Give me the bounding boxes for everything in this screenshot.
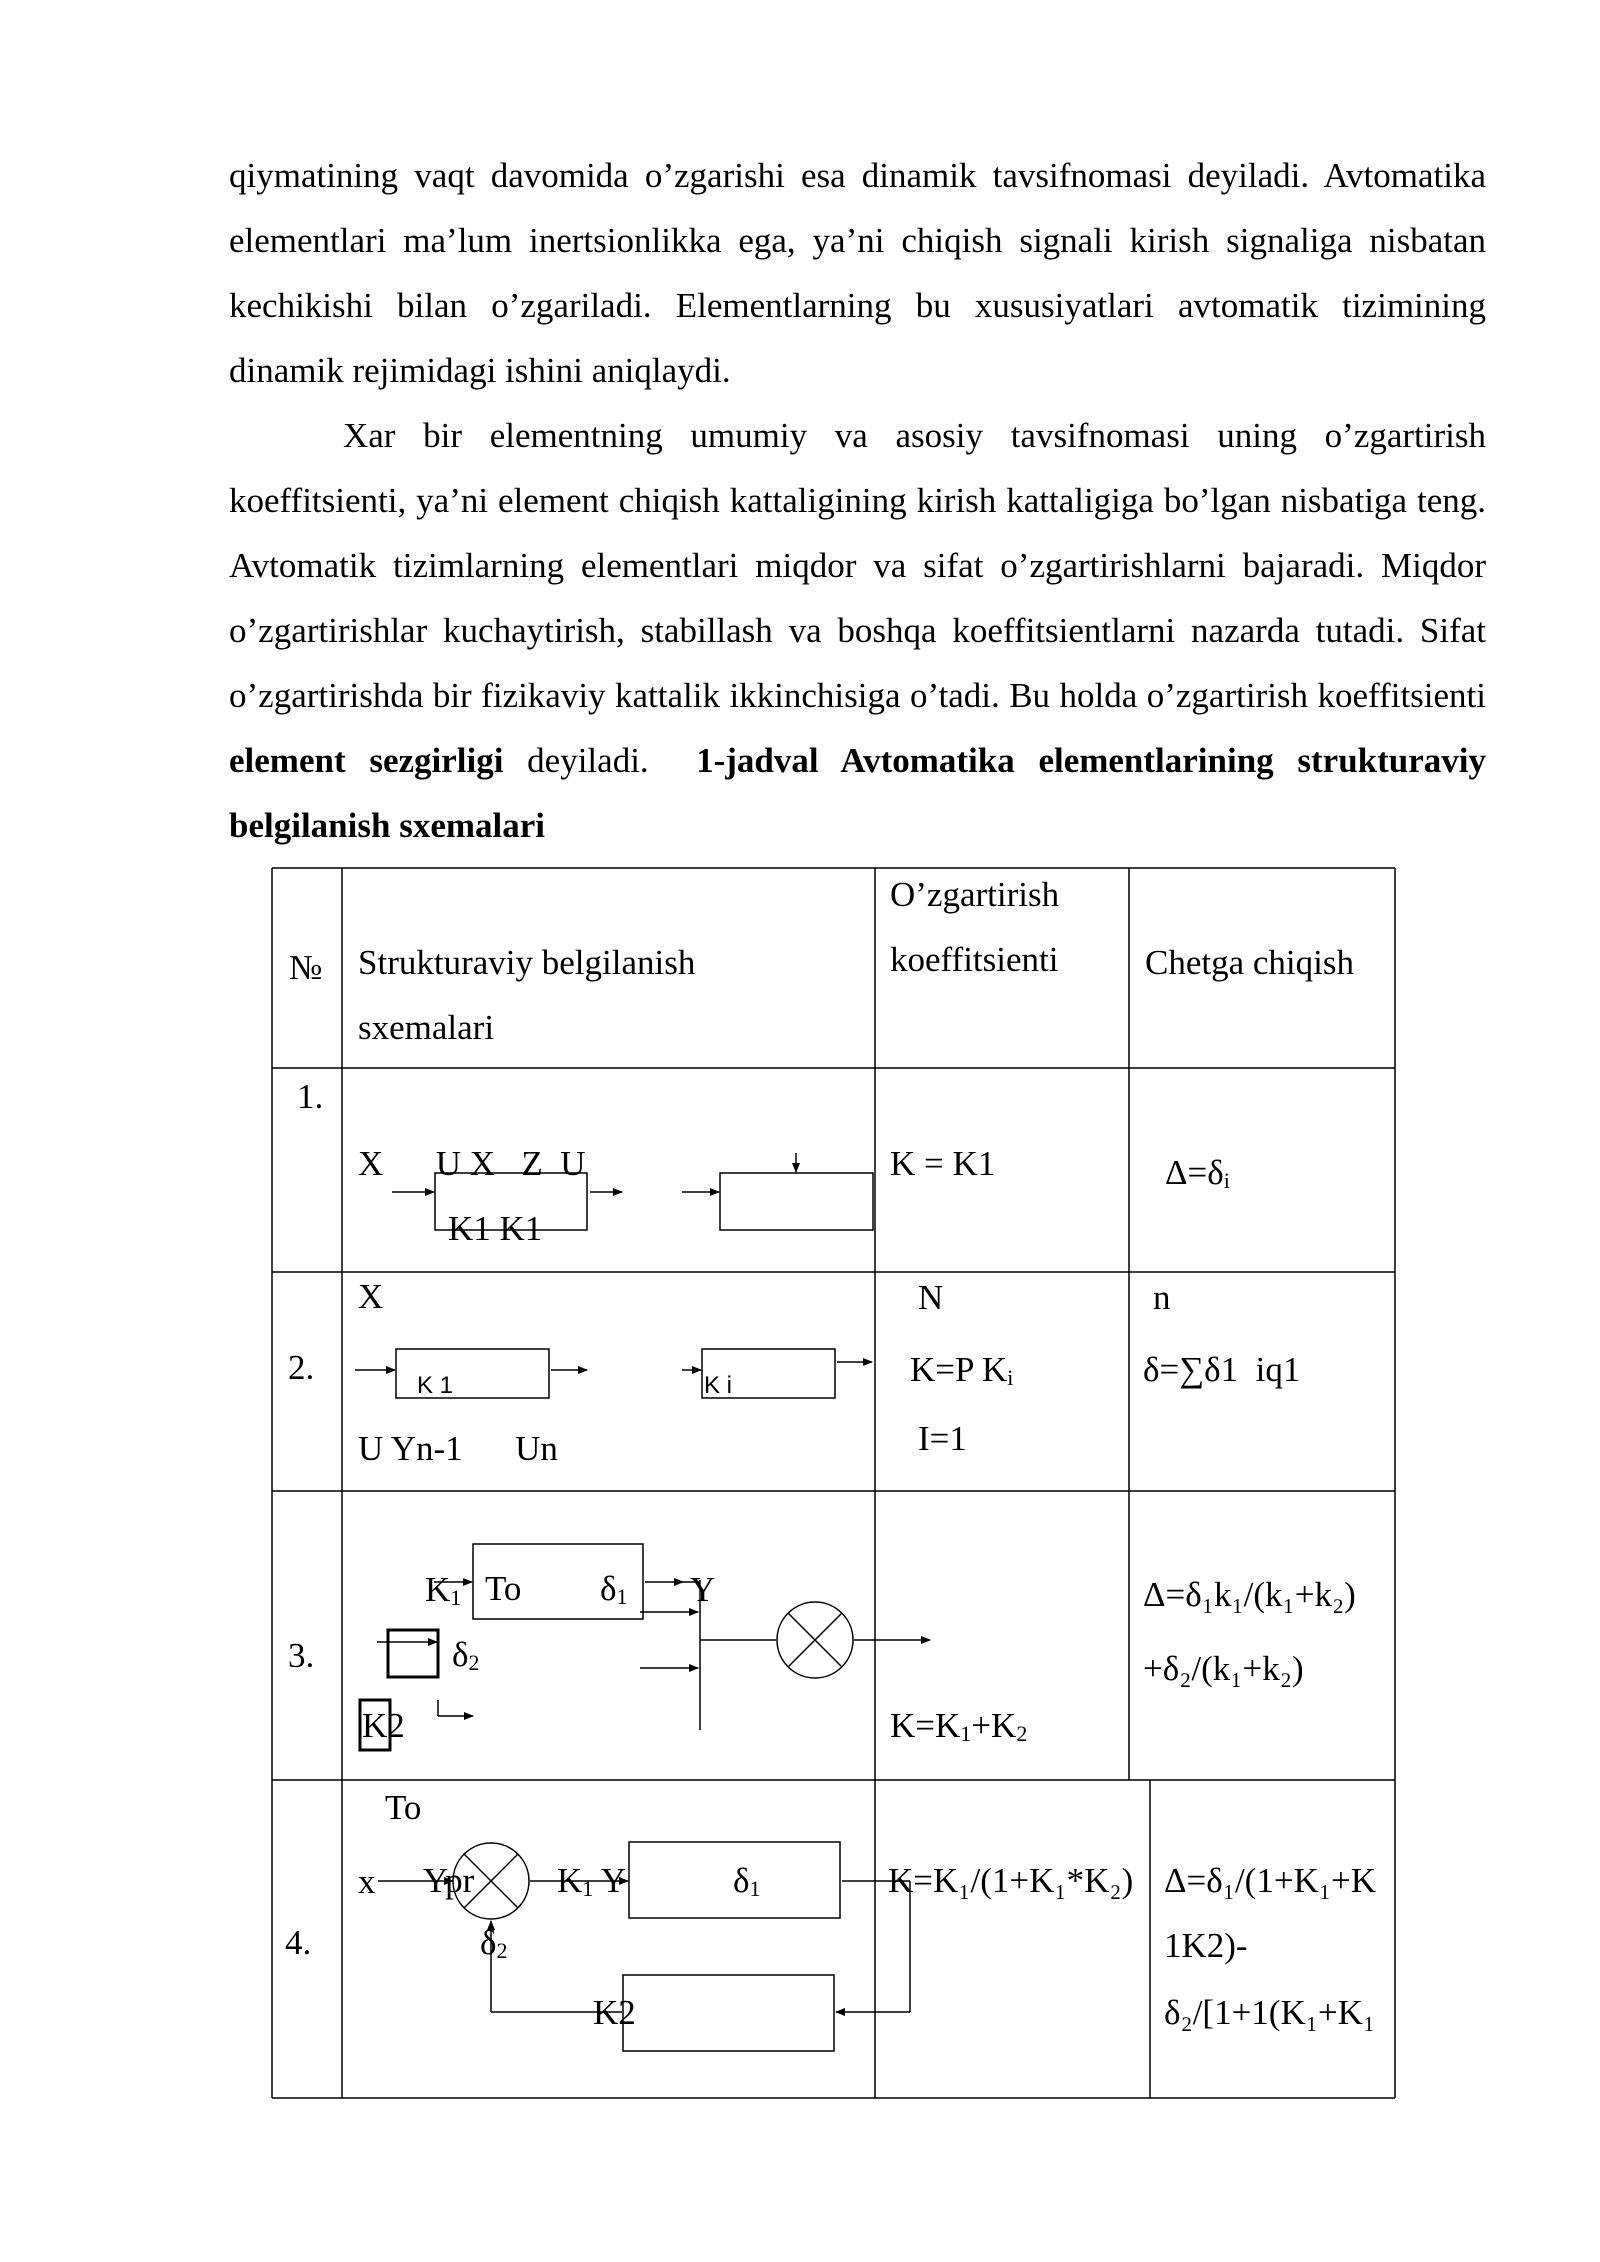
row4-block-k2: [623, 1975, 834, 2051]
header-coef-line1: O’zgartirish: [890, 875, 1060, 914]
row2-block-2-label: K i: [704, 1372, 733, 1399]
row4-number: 4.: [285, 1923, 312, 1962]
row1-schema-labels: X U X Z U: [358, 1144, 586, 1183]
row3-dev-line1: Δ=δ₁k₁/(k₁+k₂): [1143, 1575, 1356, 1614]
row2-outputs: U Yn-1 Un: [358, 1429, 558, 1468]
row4-dev-line1: Δ=δ₁/(1+K₁+K: [1164, 1861, 1377, 1900]
row4-coefficient: K=K₁/(1+K₁*K₂): [888, 1861, 1134, 1900]
paragraph-2-tail: deyiladi.: [527, 741, 649, 780]
table-caption: 1-jadval Avtomatika elementlarining strukturaviy belgilanish sxemalari: [229, 741, 1487, 845]
header-schema-line1: Strukturaviy belgilanish: [358, 943, 696, 982]
row1-number: 1.: [297, 1077, 324, 1116]
header-number: №: [289, 948, 323, 987]
row4-ypr: Ypr: [423, 1861, 475, 1900]
row1-deviation: Δ=δi: [1165, 1153, 1230, 1193]
table-grid: [272, 868, 1395, 2098]
header-coef-line2: koeffitsienti: [890, 940, 1059, 979]
row3-coefficient: K=K1+K2: [890, 1706, 1028, 1746]
row1-coefficient: K = K1: [890, 1144, 996, 1183]
row4-delta1: δ1: [733, 1861, 761, 1901]
row3-number: 3.: [288, 1636, 315, 1675]
row1-block-label: K1 K1: [448, 1209, 543, 1248]
row2-number: 2.: [288, 1348, 315, 1387]
header-schema-line2: sxemalari: [358, 1008, 495, 1047]
row2-coef-bottom: I=1: [918, 1419, 967, 1458]
row4-delta2: δ2: [480, 1923, 508, 1963]
header-deviation: Chetga chiqish: [1145, 943, 1354, 982]
paragraph-2-bold-term: element sezgirligi: [229, 741, 504, 780]
row3-to: To: [485, 1569, 522, 1608]
row3-dev-line2: +δ₂/(k₁+k₂): [1143, 1649, 1304, 1688]
row3-y: Y: [690, 1570, 716, 1609]
row2-dev-mid: δ=∑δ1 iq1: [1143, 1350, 1301, 1389]
row4-to: To: [385, 1788, 422, 1827]
row2-dev-top: n: [1153, 1278, 1171, 1317]
row3-delta1: δ1: [600, 1569, 628, 1609]
row2-coef-top: N: [918, 1278, 944, 1317]
row4-k1y: K1 Y: [557, 1861, 627, 1901]
row3-k1: K1: [425, 1570, 462, 1610]
paragraph-1-text: qiymatining vaqt davomida o’zgarishi esa dinamik tavsifnomasi deyiladi. Avtomatika elementlari ma’lum inertsionlikka ega, ya’ni chiqish signali kirish signaliga nisbatan kechikishi bilan o’zgariladi. Elementlarning bu xususiyatlari avtomatik tizimining dinamik rejimidagi ishini aniqlaydi.: [229, 156, 1486, 390]
row4-dev-line3: δ₂/[1+1(K₁+K₁: [1164, 1993, 1376, 2032]
paragraph-2-text: Xar bir elementning umumiy va asosiy tavsifnomasi uning o’zgartirish koeffitsienti, ya’ni element chiqish kattaligining kirish kattaligiga bo’lgan nisbatiga teng. Avtomatik tizimlarning elementlari miqdor va sifat o’zgartirishlarni bajaradi. Miqdor o’zgartirishlar kuchaytirish, stabillash va boshqa koeffitsientlarni nazarda tutadi. Sifat o’zgartirishda bir fizikaviy kattalik ikkinchisiga o’tadi. Bu holda o’zgartirish koeffitsienti: [229, 416, 1486, 715]
row2-coef-mid: K=P Ki: [910, 1350, 1014, 1390]
row1-block-2: [720, 1173, 873, 1230]
row4-k2: K2: [593, 1993, 636, 2032]
row2-input-x: X: [358, 1277, 384, 1316]
row4-x: x: [358, 1862, 376, 1901]
row3-k2: K2: [362, 1706, 405, 1745]
row4-dev-line2: 1K2)-: [1164, 1926, 1248, 1965]
row2-block-1-label: K 1: [417, 1372, 454, 1399]
row3-delta2: δ2: [452, 1635, 480, 1675]
row3-block-k1: [388, 1630, 438, 1677]
